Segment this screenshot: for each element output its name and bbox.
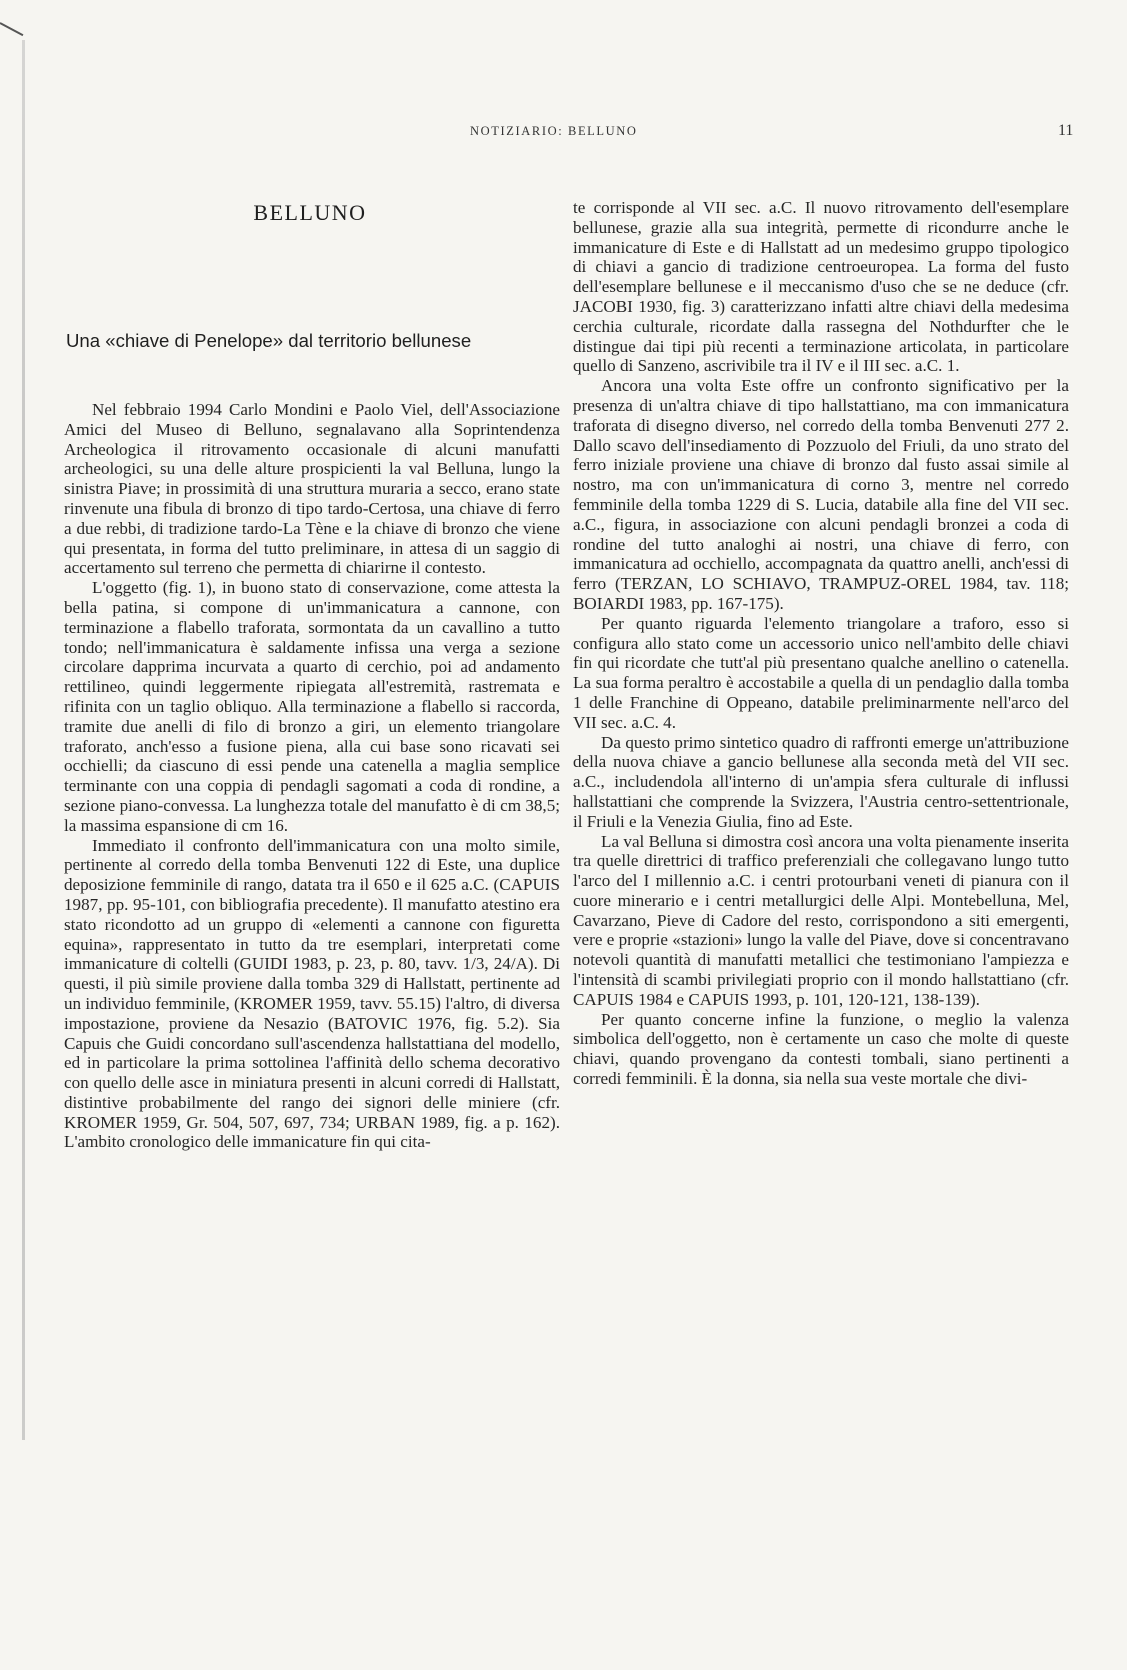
section-title: BELLUNO [253,200,367,225]
right-column [573,198,1069,1089]
paragraph: Per quanto riguarda l'elemento triangolare a traforo, esso si configura allo stato come un accessorio unico nell'ambito delle chiavi fin qui ricordate che tutt'al più presentano qualche anellino o catenella. La sua forma peraltro è accostabile a quella di un pendaglio dalla tomba 1 delle Franchine di Oppeano, databile preliminarmente nell'arco del VII sec. a.C. 4. [573,613,1069,732]
paragraph: Nel febbraio 1994 Carlo Mondini e Paolo Viel, dell'Associazione Amici del Museo di Belluno, segnalavano alla Soprintendenza Archeologica il ritrovamento occasionale di alcuni manufatti archeologici, su una delle alture prospicienti la val Belluna, lungo la sinistra Piave; in prossimità di una struttura muraria a secco, erano state rinvenute una fibula di bronzo di tipo tardo-Certosa, una chiave di ferro a due rebbi, di tradizione tardo-La Tène e la chiave di bronzo che viene qui presentata, in forma del tutto preliminare, in attesa di un saggio di accertamento sul terreno che permetta di chiarirne il contesto. [64,400,560,578]
paragraph: Per quanto concerne infine la funzione, o meglio la valenza simbolica dell'oggetto, non è certamente un caso che molte di queste chiavi, quando provengano da contesti tombali, siano pertinenti a corredi femminili. È la donna, sia nella sua veste mortale che divi- [573,1009,1069,1089]
left-column [64,400,560,1152]
paragraph: L'oggetto (fig. 1), in buono stato di conservazione, come attesta la bella patina, si compone di un'immanicatura a cannone, con terminazione a flabello traforata, sormontata da un cavallino a tutto tondo; nell'immanicatura è saldamente infissa una verga a sezione circolare dapprima incurvata a quarto di cerchio, poi ad andamento rettilineo, quindi leggermente ripiegata all'estremità, rastremata e rifinita con un taglio obliquo. Alla terminazione a flabello si raccorda, tramite due anelli di filo di bronzo a giri, un elemento triangolare traforato, anch'esso a fusione piena, alla cui base sono ricavati sei occhielli; da ciascuno di essi pende una catenella a maglia semplice terminante con una coppia di pendagli sagomati a coda di rondine, a sezione piano-convessa. La lunghezza totale del manufatto è di cm 38,5; la massima espansione di cm 16. [64,578,560,835]
article-title: Una «chiave di Penelope» dal territorio bellunese [66,330,472,351]
corner-mark [0,22,23,36]
paragraph: Da questo primo sintetico quadro di raffronti emerge un'attribuzione della nuova chiave a gancio bellunese alla seconda metà del VII sec. a.C., includendola all'interno di un'ampia sfera culturale di influssi hallstattiani che comprende la Svizzera, l'Austria centro-settentrionale, il Friuli e la Venezia Giulia, fino ad Este. [573,732,1069,831]
paragraph-continued: te corrisponde al VII sec. a.C. Il nuovo ritrovamento dell'esemplare bellunese, grazie alla sua integrità, permette di ricondurre anche le immanicature di Este e di Hallstatt ad un medesimo gruppo tipologico di chiavi a gancio di tradizione centroeuropea. La forma del fusto dell'esemplare bellunese e il meccanismo d'uso che se ne deduce (cfr. JACOBI 1930, fig. 3) caratterizzano infatti altre chiavi della medesima cerchia culturale, ricordate dalla rassegna del Nothdurfter che le distingue dai tipi più recenti a terminazione articolata, in particolare quello di Sanzeno, ascrivibile tra il IV e il III sec. a.C. 1. [573,198,1069,376]
binding-shadow [22,40,25,1440]
paragraph: Immediato il confronto dell'immanicatura con una molto simile, pertinente al corredo della tomba Benvenuti 122 di Este, una duplice deposizione femminile di rango, datata tra il 650 e il 625 a.C. (CAPUIS 1987, pp. 95-101, con bibliografia precedente). Il manufatto atestino era stato ricondotto ad un gruppo di «elementi a cannone con figuretta equina», rappresentato in tutto da tre esemplari, interpretati come immanicature di coltelli (GUIDI 1983, p. 23, p. 80, tavv. 1/3, 24/A). Di questi, il più simile proviene dalla tomba 329 di Hallstatt, pertinente ad un individuo femminile, (KROMER 1959, tavv. 55.15) l'altro, di diversa impostazione, proviene da Nesazio (BATOVIC 1976, fig. 5.2). Sia Capuis che Guidi concordano sull'ascendenza hallstattiana del modello, ed in particolare la prima sottolinea l'affinità dello schema decorativo con quello delle asce in miniatura presenti in alcuni corredi di Hallstatt, distintive probabilmente del rango dei signori delle miniere (cfr. KROMER 1959, Gr. 504, 507, 697, 734; URBAN 1989, fig. a p. 162). L'ambito cronologico delle immanicature fin qui cita- [64,835,560,1152]
page-number: 11 [1058,122,1074,139]
paragraph: La val Belluna si dimostra così ancora una volta pienamente inserita tra quelle direttrici di traffico preferenziali che collegavano lungo tutto l'arco del I millennio a.C. i centri protourbani veneti di pianura con il cuore minerario e i centri metallurgici delle Alpi. Montebelluna, Mel, Cavarzano, Pieve di Cadore del resto, corrispondono a siti emergenti, vere e proprie «stazioni» lungo la valle del Piave, dove si concentravano notevoli quantità di manufatti metallici che testimoniano l'ampiezza e l'intensità di scambi privilegiati proprio con il mondo hallstattiano (cfr. CAPUIS 1984 e CAPUIS 1993, p. 101, 120-121, 138-139). [573,831,1069,1009]
running-head: NOTIZIARIO: BELLUNO [470,124,638,138]
paragraph: Ancora una volta Este offre un confronto significativo per la presenza di un'altra chiave di tipo hallstattiano, ma con immanicatura traforata di disegno diverso, nel corredo della tomba Benvenuti 277 2. Dallo scavo dell'insediamento di Pozzuolo del Friuli, da uno strato del ferro iniziale proviene una chiave di bronzo dal fusto assai simile al nostro, ma con un'immanicatura di corno 3, mentre nel corredo femminile della tomba 1229 di S. Lucia, databile alla fine del VII sec. a.C., figura, in associazione con alcuni pendagli bronzei a coda di rondine del tutto analoghi ai nostri, una chiave di ferro, con immanicatura ad occhiello, accompagnata da quattro anelli, anch'essi di ferro (TERZAN, LO SCHIAVO, TRAMPUZ-OREL 1984, tav. 118; BOIARDI 1983, pp. 167-175). [573,376,1069,613]
